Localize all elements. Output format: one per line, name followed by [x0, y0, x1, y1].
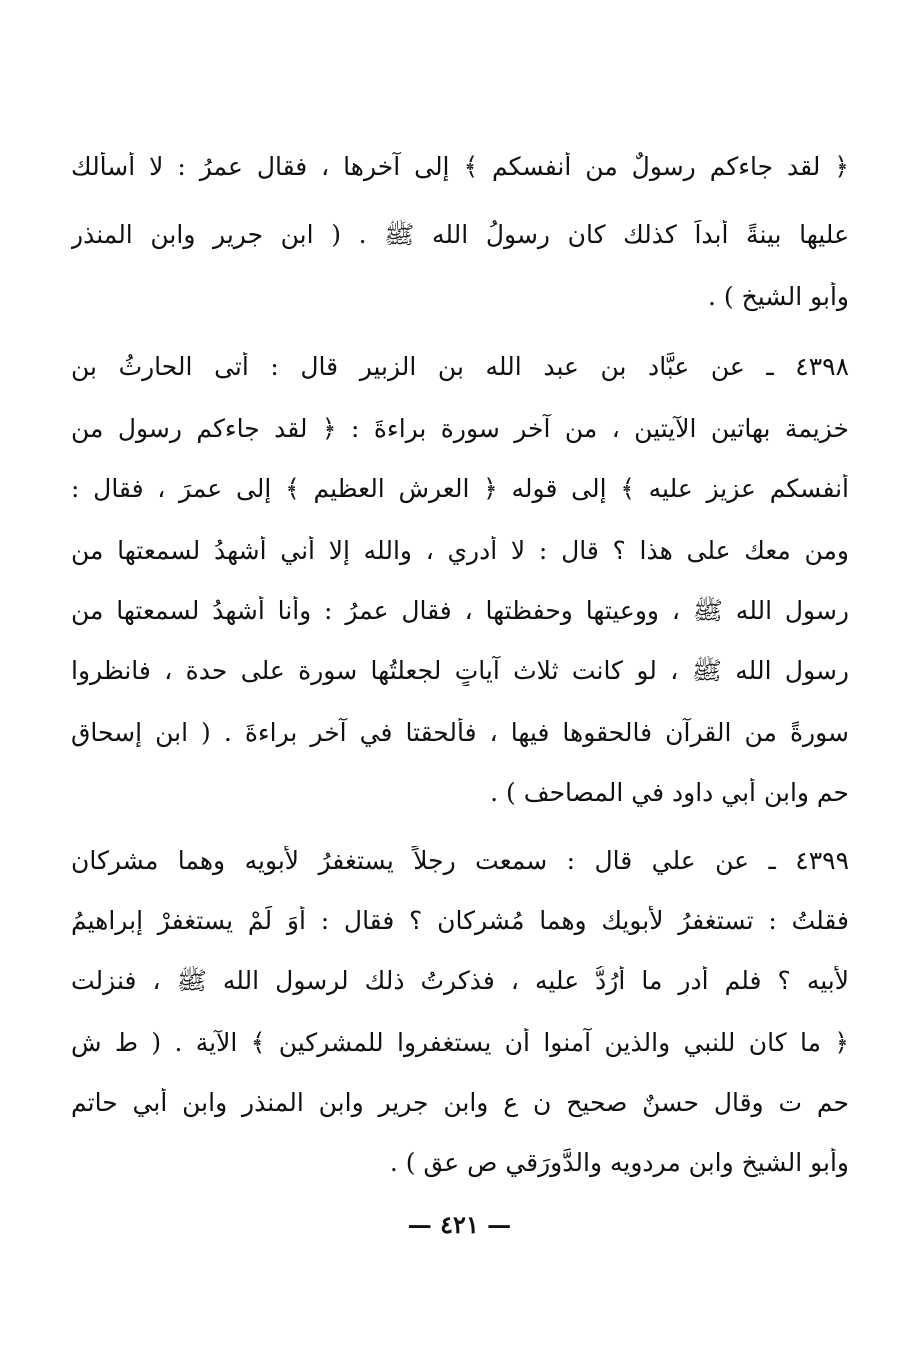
text-line: ٤٣٩٨ ـ عن عبَّاد بن عبد الله بن الزبير قال : أتى الحارثُ بن — [71, 352, 849, 381]
text-line: حم ت وقال حسنٌ صحيح ن ع وابن جرير وابن المنذر وابن أبي حاتم — [71, 1088, 849, 1117]
text-line: سورةً من القرآن فالحقوها فيها ، فألحقتا في آخر براءةَ . ( ابن إسحاق — [71, 718, 849, 747]
text-line: ومن معك على هذا ؟ قال : لا أدري ، والله إلا أني أشهدُ لسمعتها من — [71, 536, 849, 565]
page-number: — ٤٢١ — — [407, 1210, 512, 1239]
text-line: رسول الله ﷺ ، لو كانت ثلاث آياتٍ لجعلتُها سورة على حدة ، فانظروا — [71, 656, 849, 685]
text-line: فقلتُ : تستغفرُ لأبويك وهما مُشركان ؟ فقال : أوَ لَمْ يستغفرْ إبراهيمُ — [71, 906, 849, 935]
text-line: خزيمة بهاتين الآيتين ، من آخر سورة براءةَ : ﴿ لقد جاءكم رسول من — [71, 414, 849, 443]
text-line: لأبيه ؟ فلم أدرِ ما أرُدُّ عليه ، فذكرتُ ذلك لرسول الله ﷺ ، فنزلت — [71, 966, 849, 995]
text-line: حم وابن أبي داود في المصاحف ) . — [490, 778, 849, 807]
text-line: عليها بينةً أبداً كذلك كان رسولُ الله ﷺ . ( ابن جرير وابن المنذر — [71, 220, 849, 249]
text-line: رسول الله ﷺ ، ووعيتها وحفظتها ، فقال عمرُ : وأنا أشهدُ لسمعتها من — [71, 596, 849, 625]
text-line: ﴿ ما كان للنبي والذين آمنوا أن يستغفروا للمشركين ﴾ الآية . ( ط ش — [71, 1028, 849, 1057]
text-line: وأبو الشيخ وابن مردويه والدَّورَقي ص عق ) . — [389, 1148, 849, 1177]
text-line: ٤٣٩٩ ـ عن علي قال : سمعت رجلاً يستغفرُ لأبويه وهما مشركان — [71, 846, 849, 875]
text-line: ﴿ لقد جاءكم رسولٌ من أنفسكم ﴾ إلى آخرها ، فقال عمرُ : لا أسألك — [71, 152, 849, 181]
text-line: أنفسكم عزيز عليه ﴾ إلى قوله ﴿ العرش العظيم ﴾ إلى عمرَ ، فقال : — [71, 474, 849, 503]
text-line: وأبو الشيخ ) . — [708, 282, 849, 311]
